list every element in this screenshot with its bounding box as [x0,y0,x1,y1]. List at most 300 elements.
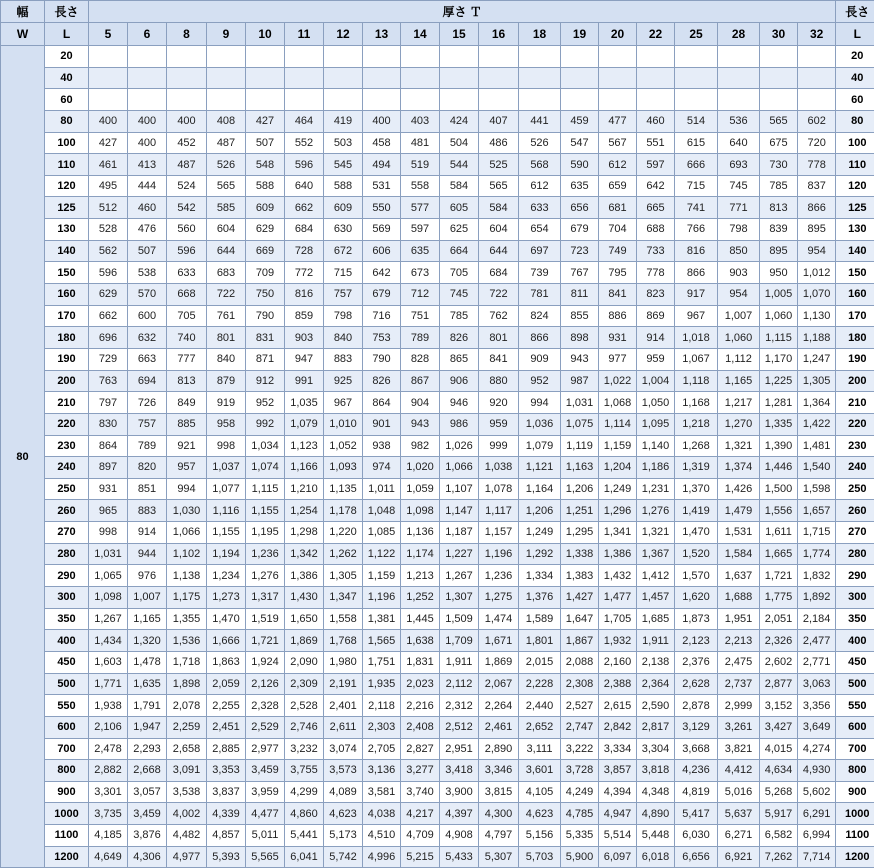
price-cell [798,46,836,68]
price-cell: 597 [637,154,675,176]
length-cell-right: 300 [836,587,874,609]
price-cell: 3,346 [479,760,519,782]
price-cell: 790 [246,305,285,327]
price-cell: 6,041 [285,846,324,868]
price-cell: 2,123 [675,630,718,652]
length-cell-right: 250 [836,478,874,500]
thickness-column-header: 12 [324,23,363,46]
price-cell: 588 [246,175,285,197]
price-cell: 1,159 [363,565,401,587]
price-cell: 4,857 [207,825,246,847]
width-value: 80 [1,46,45,868]
price-cell: 3,353 [207,760,246,782]
price-cell: 4,819 [675,781,718,803]
price-cell: 1,432 [599,565,637,587]
price-cell: 588 [324,175,363,197]
price-cell: 958 [207,413,246,435]
table-row [1,781,874,803]
width-header: 幅 [1,1,45,23]
price-cell: 544 [440,154,479,176]
price-cell: 400 [128,132,167,154]
price-cell: 1,751 [363,651,401,673]
price-cell: 1,319 [675,457,718,479]
length-cell: 1000 [45,803,89,825]
price-cell: 1,367 [637,543,675,565]
length-cell: 190 [45,348,89,370]
length-cell-right: 125 [836,197,874,219]
table-row [1,67,874,89]
price-cell: 547 [561,132,599,154]
price-cell [760,67,798,89]
length-cell: 120 [45,175,89,197]
price-cell: 865 [440,348,479,370]
price-cell [128,67,167,89]
price-cell: 1,479 [718,500,760,522]
table-row [1,651,874,673]
price-cell: 567 [599,132,637,154]
length-cell-right: 60 [836,89,874,111]
price-cell: 1,247 [798,348,836,370]
price-cell: 2,090 [285,651,324,673]
length-cell: 140 [45,240,89,262]
price-cell: 3,649 [798,716,836,738]
price-cell: 3,129 [675,716,718,738]
price-cell: 1,446 [760,457,798,479]
price-cell: 1,147 [440,500,479,522]
price-cell: 1,370 [675,478,718,500]
price-cell: 642 [637,175,675,197]
price-cell: 1,705 [599,608,637,630]
length-cell: 700 [45,738,89,760]
price-cell: 565 [207,175,246,197]
price-cell [718,67,760,89]
price-cell: 1,637 [718,565,760,587]
price-cell: 2,126 [246,673,285,695]
price-cell: 914 [128,522,167,544]
price-cell: 487 [207,132,246,154]
table-header [1,1,874,46]
price-cell: 1,603 [89,651,128,673]
price-cell: 3,356 [798,695,836,717]
price-cell: 2,842 [599,716,637,738]
price-cell: 683 [207,262,246,284]
price-cell: 5,307 [479,846,519,868]
price-cell: 665 [637,197,675,219]
price-cell: 751 [401,305,440,327]
length-cell-right: 290 [836,565,874,587]
price-cell [599,67,637,89]
price-cell: 904 [401,392,440,414]
price-cell: 723 [561,240,599,262]
price-cell: 666 [675,154,718,176]
price-cell: 3,740 [401,781,440,803]
price-cell: 1,078 [479,478,519,500]
price-cell: 828 [401,348,440,370]
price-cell: 584 [440,175,479,197]
price-cell: 1,267 [89,608,128,630]
price-cell [128,89,167,111]
thickness-column-header: 15 [440,23,479,46]
price-cell [246,67,285,89]
price-cell: 977 [599,348,637,370]
price-cell: 2,191 [324,673,363,695]
price-cell: 2,737 [718,673,760,695]
price-cell: 1,426 [718,478,760,500]
length-cell: 150 [45,262,89,284]
price-cell: 1,037 [207,457,246,479]
price-cell: 885 [167,413,207,435]
price-cell: 1,947 [128,716,167,738]
price-cell: 495 [89,175,128,197]
price-cell: 2,088 [561,651,599,673]
price-cell: 1,558 [324,608,363,630]
price-cell: 867 [401,370,440,392]
price-cell [479,67,519,89]
price-cell: 730 [760,154,798,176]
price-cell: 733 [637,240,675,262]
price-cell: 1,935 [363,673,401,695]
price-cell: 2,477 [798,630,836,652]
price-cell: 1,007 [718,305,760,327]
price-cell: 2,184 [798,608,836,630]
price-cell [479,46,519,68]
length-cell: 210 [45,392,89,414]
price-cell: 1,296 [599,500,637,522]
length-header-right: 長さ [836,1,874,23]
price-cell: 5,917 [760,803,798,825]
price-cell: 5,602 [798,781,836,803]
price-cell: 1,268 [675,435,718,457]
price-cell: 4,217 [401,803,440,825]
price-cell: 778 [798,154,836,176]
price-cell: 584 [479,197,519,219]
price-cell: 3,277 [401,760,440,782]
price-cell: 1,556 [760,500,798,522]
price-cell: 1,666 [207,630,246,652]
price-cell: 1,018 [675,327,718,349]
length-cell-right: 450 [836,651,874,673]
price-cell: 1,035 [285,392,324,414]
price-cell: 6,030 [675,825,718,847]
price-cell: 1,589 [519,608,561,630]
price-cell: 4,300 [479,803,519,825]
price-cell [363,67,401,89]
price-cell: 750 [246,284,285,306]
price-cell: 4,947 [599,803,637,825]
price-cell: 5,011 [246,825,285,847]
price-cell: 1,138 [167,565,207,587]
price-cell: 813 [167,370,207,392]
price-cell: 640 [285,175,324,197]
price-cell: 897 [89,457,128,479]
price-cell: 1,155 [246,500,285,522]
price-cell: 684 [479,262,519,284]
price-cell: 1,951 [718,608,760,630]
length-symbol-right: L [836,23,874,46]
price-cell: 400 [167,110,207,132]
price-cell [561,67,599,89]
price-cell [760,89,798,111]
price-cell: 820 [128,457,167,479]
price-cell: 1,236 [246,543,285,565]
price-cell: 2,977 [246,738,285,760]
price-cell: 728 [285,240,324,262]
length-cell: 450 [45,651,89,673]
price-cell: 6,994 [798,825,836,847]
price-cell: 597 [401,219,440,241]
price-cell: 813 [760,197,798,219]
price-cell: 2,817 [637,716,675,738]
price-cell: 869 [637,305,675,327]
length-cell-right: 900 [836,781,874,803]
length-cell-right: 80 [836,110,874,132]
price-cell: 1,031 [561,392,599,414]
price-cell: 1,174 [401,543,440,565]
price-cell: 2,478 [89,738,128,760]
price-cell: 1,620 [675,587,718,609]
thickness-values-row [1,23,874,46]
price-cell: 452 [167,132,207,154]
price-cell: 4,623 [519,803,561,825]
price-cell: 771 [718,197,760,219]
price-cell: 947 [285,348,324,370]
price-cell: 2,602 [760,651,798,673]
price-cell: 2,827 [401,738,440,760]
price-cell [285,67,324,89]
price-cell: 1,196 [479,543,519,565]
price-cell: 531 [363,175,401,197]
price-cell: 824 [519,305,561,327]
table-body [1,46,874,868]
price-cell: 919 [207,392,246,414]
price-cell: 2,475 [718,651,760,673]
price-cell: 1,011 [363,478,401,500]
price-cell: 880 [479,370,519,392]
price-cell: 1,038 [479,457,519,479]
price-cell: 1,218 [675,413,718,435]
price-cell: 1,376 [519,587,561,609]
price-cell: 1,155 [207,522,246,544]
price-cell: 2,160 [599,651,637,673]
price-cell: 600 [128,305,167,327]
price-cell: 1,791 [128,695,167,717]
price-cell: 5,441 [285,825,324,847]
price-cell: 912 [246,370,285,392]
price-cell: 1,911 [440,651,479,673]
price-cell: 959 [479,413,519,435]
price-cell: 602 [798,110,836,132]
table-row [1,630,874,652]
price-cell: 1,570 [675,565,718,587]
price-cell: 1,427 [561,587,599,609]
price-cell: 3,459 [128,803,167,825]
length-cell-right: 1200 [836,846,874,868]
price-cell: 859 [285,305,324,327]
price-cell: 1,165 [128,608,167,630]
price-cell: 3,601 [519,760,561,782]
price-cell: 798 [324,305,363,327]
price-cell: 712 [401,284,440,306]
price-cell: 1,873 [675,608,718,630]
length-cell: 280 [45,543,89,565]
price-cell: 2,255 [207,695,246,717]
price-cell: 906 [440,370,479,392]
price-cell: 1,093 [324,457,363,479]
price-cell: 1,715 [798,522,836,544]
thickness-column-header: 28 [718,23,760,46]
length-symbol: L [45,23,89,46]
price-cell: 850 [718,240,760,262]
price-cell: 1,036 [519,413,561,435]
price-cell: 4,015 [760,738,798,760]
thickness-column-header: 32 [798,23,836,46]
price-cell: 481 [401,132,440,154]
price-cell: 967 [675,305,718,327]
price-cell: 400 [128,110,167,132]
price-cell: 1,685 [637,608,675,630]
price-cell: 871 [246,348,285,370]
price-cell [561,89,599,111]
price-cell: 684 [285,219,324,241]
price-cell: 946 [440,392,479,414]
price-cell: 816 [675,240,718,262]
price-cell: 781 [519,284,561,306]
thickness-column-header: 25 [675,23,718,46]
price-cell: 1,163 [561,457,599,479]
price-cell: 715 [324,262,363,284]
price-cell: 560 [167,219,207,241]
table-row [1,760,874,782]
price-cell: 2,213 [718,630,760,652]
price-cell: 1,102 [167,543,207,565]
price-cell: 552 [285,132,324,154]
price-cell: 476 [128,219,167,241]
price-cell: 2,512 [440,716,479,738]
price-cell: 1,638 [401,630,440,652]
price-cell: 1,445 [401,608,440,630]
thickness-column-header: 11 [285,23,324,46]
price-cell: 1,270 [718,413,760,435]
length-cell-right: 220 [836,413,874,435]
length-cell: 130 [45,219,89,241]
price-cell: 1,500 [760,478,798,500]
price-cell: 830 [89,413,128,435]
price-cell: 4,623 [324,803,363,825]
price-cell: 2,529 [246,716,285,738]
price-cell: 596 [89,262,128,284]
price-cell: 3,815 [479,781,519,803]
price-cell: 424 [440,110,479,132]
price-cell: 704 [599,219,637,241]
price-cell [167,89,207,111]
price-cell: 914 [637,327,675,349]
price-cell [207,46,246,68]
length-cell: 800 [45,760,89,782]
price-cell: 866 [798,197,836,219]
price-cell: 766 [675,219,718,241]
price-cell: 2,328 [246,695,285,717]
price-cell: 1,068 [599,392,637,414]
length-header: 長さ [45,1,89,23]
length-cell-right: 120 [836,175,874,197]
price-cell: 460 [128,197,167,219]
price-cell: 1,249 [519,522,561,544]
table-row [1,219,874,241]
price-cell: 2,652 [519,716,561,738]
price-cell: 1,079 [285,413,324,435]
price-cell: 461 [89,154,128,176]
price-cell: 2,747 [561,716,599,738]
price-cell: 1,262 [324,543,363,565]
price-cell: 4,634 [760,760,798,782]
price-cell: 2,878 [675,695,718,717]
price-cell [440,89,479,111]
price-cell: 901 [363,413,401,435]
price-cell: 3,900 [440,781,479,803]
price-cell: 1,892 [798,587,836,609]
price-cell: 1,213 [401,565,440,587]
price-cell: 494 [363,154,401,176]
price-cell: 2,461 [479,716,519,738]
price-cell: 1,030 [167,500,207,522]
price-cell: 5,016 [718,781,760,803]
length-cell: 400 [45,630,89,652]
price-cell: 1,470 [207,608,246,630]
price-cell: 925 [324,370,363,392]
length-cell-right: 210 [836,392,874,414]
price-cell: 1,665 [760,543,798,565]
price-cell: 3,876 [128,825,167,847]
length-cell: 550 [45,695,89,717]
price-cell: 4,105 [519,781,561,803]
price-cell: 7,714 [798,846,836,868]
price-cell: 722 [207,284,246,306]
price-cell: 1,383 [561,565,599,587]
price-cell: 2,364 [637,673,675,695]
thickness-header: 厚さ Ｔ [89,1,836,23]
price-cell: 840 [324,327,363,349]
price-cell: 1,119 [561,435,599,457]
price-cell: 3,232 [285,738,324,760]
price-cell: 526 [207,154,246,176]
price-cell: 565 [760,110,798,132]
price-cell: 986 [440,413,479,435]
price-cell: 851 [128,478,167,500]
price-cell: 1,220 [324,522,363,544]
price-cell: 5,268 [760,781,798,803]
price-cell: 4,394 [599,781,637,803]
price-cell: 1,718 [167,651,207,673]
price-cell: 460 [637,110,675,132]
price-cell: 1,671 [479,630,519,652]
price-cell: 3,063 [798,673,836,695]
price-cell [519,67,561,89]
price-cell: 1,050 [637,392,675,414]
price-cell: 4,977 [167,846,207,868]
price-cell: 4,089 [324,781,363,803]
price-cell: 5,156 [519,825,561,847]
price-cell: 3,111 [519,738,561,760]
price-cell: 1,098 [89,587,128,609]
price-cell: 1,227 [440,543,479,565]
price-cell: 1,381 [363,608,401,630]
price-cell: 625 [440,219,479,241]
price-cell: 886 [599,305,637,327]
length-cell: 20 [45,46,89,68]
price-cell: 944 [128,543,167,565]
price-cell: 767 [561,262,599,284]
price-cell: 1,774 [798,543,836,565]
